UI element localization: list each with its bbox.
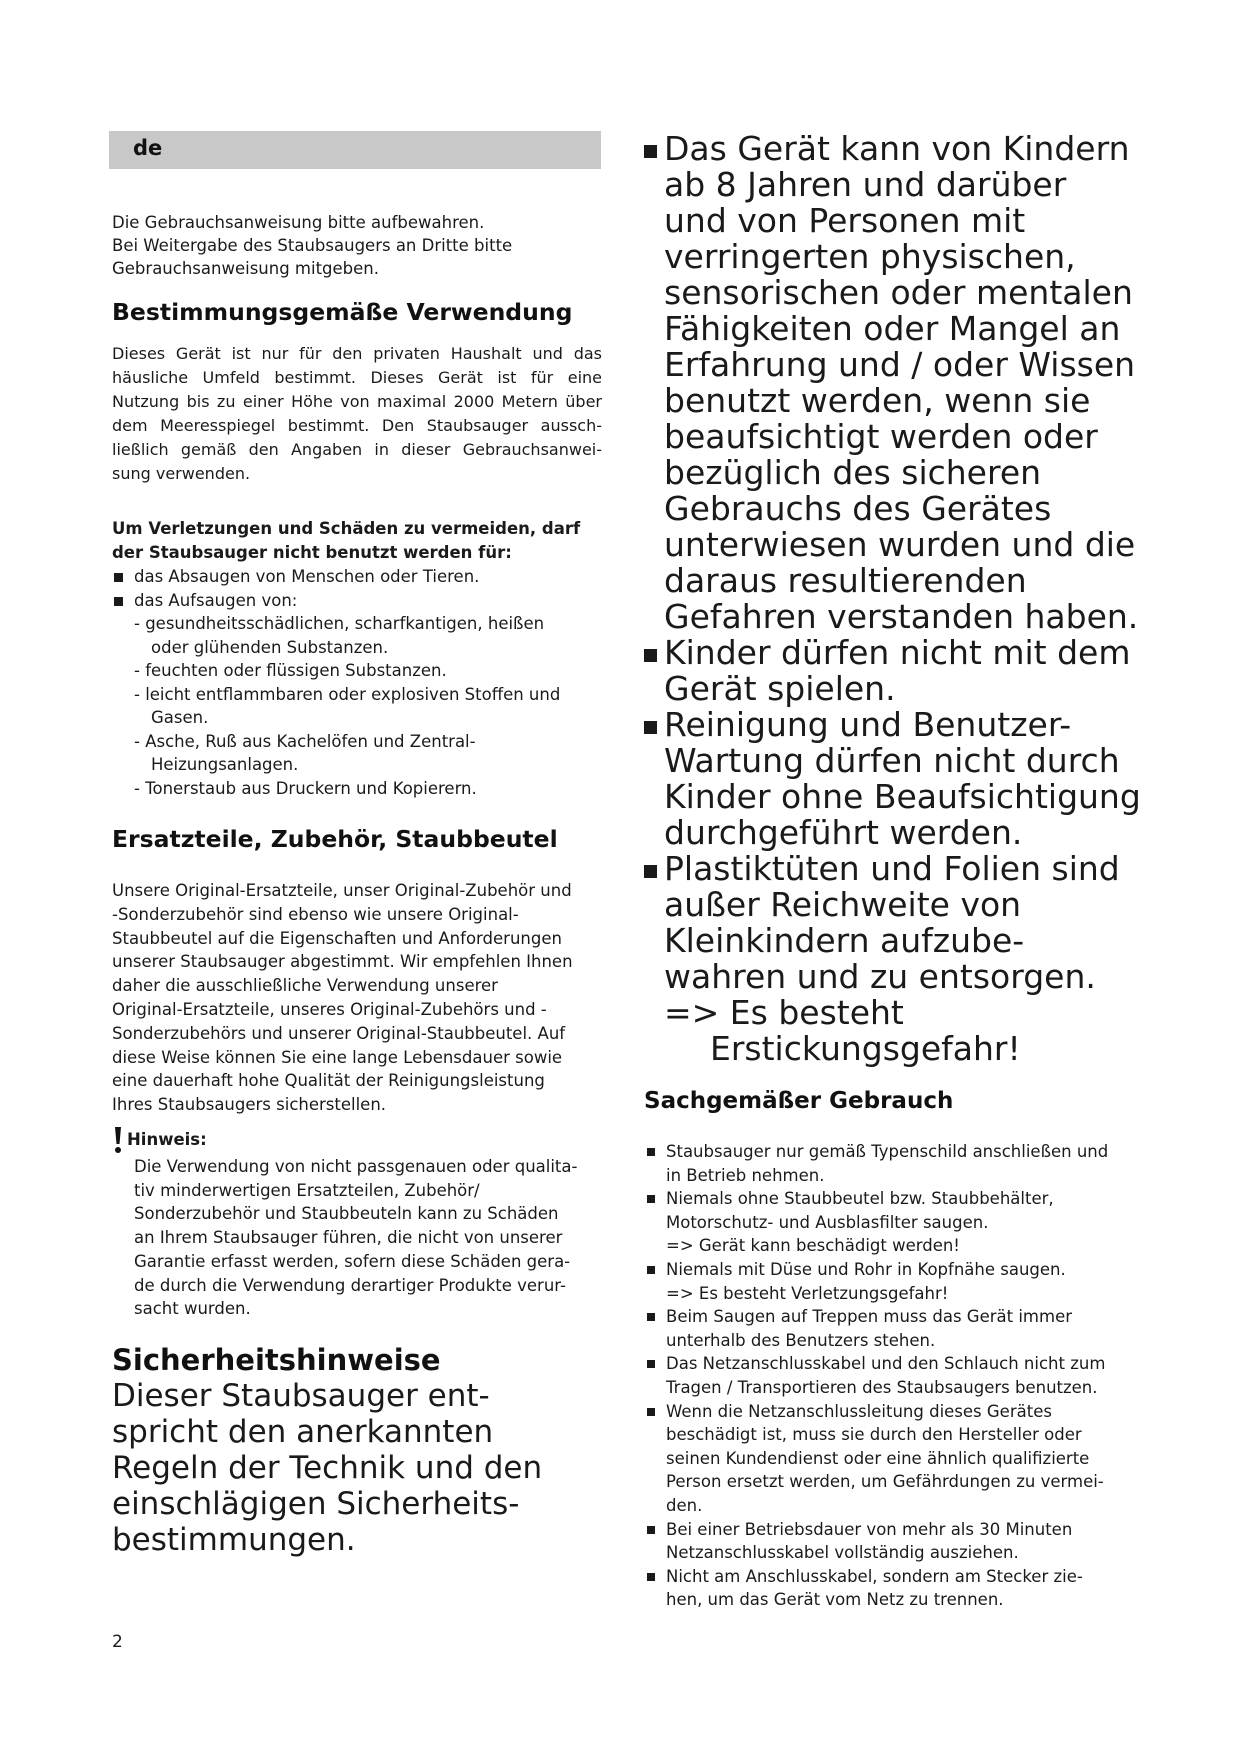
text-line: Netzanschlusskabel vollständig ausziehen. (666, 1543, 1019, 1563)
language-code: de (133, 136, 163, 160)
text-line: Kinder dürfen nicht mit dem (664, 633, 1131, 672)
language-header-bar (109, 131, 601, 169)
text-line: Um Verletzungen und Schäden zu vermeiden, darf (112, 519, 581, 538)
paragraph-ersatzteile (112, 879, 612, 1117)
heading-bestimmung: Bestimmungsgemäße Verwendung (112, 298, 573, 326)
text-line: Gerät spielen. (664, 669, 896, 708)
text-line: einschlägigen Sicherheits- (112, 1486, 520, 1522)
list-item (644, 1518, 1164, 1565)
text-line: Original-Ersatzteile, unseres Original-Zubehörs und - (112, 999, 547, 1019)
text-line: unserer Staubsauger abgestimmt. Wir empfehlen Ihnen (112, 952, 573, 972)
text-line: Gebrauchs des Gerätes (664, 489, 1052, 528)
text-line: Regeln der Technik und den (112, 1450, 543, 1486)
text-line: Sonderzubehör und Staubbeuteln kann zu Schäden (134, 1204, 559, 1224)
sub-item: Heizungsanlagen. (151, 755, 299, 774)
text-line: sacht wurden. (134, 1299, 251, 1319)
text-line: Wenn die Netzanschlussleitung dieses Gerätes (666, 1401, 1052, 1421)
list-item: das Absaugen von Menschen oder Tieren. (112, 565, 612, 589)
arrow-note: => Es besteht Verletzungsgefahr! (666, 1283, 949, 1303)
text-line: Fähigkeiten oder Mangel an (664, 309, 1121, 348)
text-line: sensorischen oder mentalen (664, 273, 1133, 312)
text-line: Person ersetzt werden, um Gefährdungen zu vermei- (666, 1472, 1104, 1492)
arrow-note: => Gerät kann beschädigt werden! (666, 1236, 960, 1256)
text-line: Garantie erfasst werden, sofern diese Schäden gera- (134, 1251, 571, 1271)
text-line: beaufsichtigt werden oder (664, 417, 1098, 456)
intro-line: Gebrauchsanweisung mitgeben. (112, 259, 379, 278)
sub-item: oder glühenden Substanzen. (151, 637, 389, 657)
sub-item: - leicht entflammbaren oder explosiven Stoffen und (134, 684, 561, 704)
heading-sachgemaesser-gebrauch: Sachgemäßer Gebrauch (644, 1088, 954, 1114)
text-line: bestimmungen. (112, 1522, 356, 1558)
text-line: ließlich gemäß den Angaben in dieser Gebrauchsanwei- (112, 440, 602, 459)
text-line: den. (666, 1495, 703, 1515)
heading-ersatzteile: Ersatzteile, Zubehör, Staubbeutel (112, 825, 558, 853)
page-number: 2 (112, 1632, 123, 1652)
text-line: Nutzung bis zu einer Höhe von maximal 2000 Metern über (112, 392, 602, 411)
text-line: Wartung dürfen nicht durch (664, 741, 1120, 780)
intro-line: Bei Weitergabe des Staubsaugers an Dritte bitte (112, 236, 513, 255)
text-line: Dieses Gerät ist nur für den privaten Haushalt und das (112, 344, 602, 363)
text-line: Gefahren verstanden haben. (664, 597, 1139, 636)
text-line: an Ihrem Staubsauger führen, die nicht von unserer (134, 1228, 563, 1248)
usage-list (644, 1140, 1164, 1612)
text-line: Unsere Original-Ersatzteile, unser Original-Zubehör und (112, 881, 572, 900)
text-line: Bei einer Betriebsdauer von mehr als 30 Minuten (666, 1519, 1073, 1539)
text-line: Reinigung und Benutzer- (664, 705, 1072, 744)
text-line: Staubsauger nur gemäß Typenschild anschließen und (666, 1142, 1109, 1161)
list-item (644, 1400, 1164, 1518)
list-item (644, 1258, 1164, 1282)
sub-item: - Tonerstaub aus Druckern und Kopierern. (134, 778, 477, 798)
text-line: Nicht am Anschlusskabel, sondern am Stecker zie- (666, 1566, 1083, 1586)
text-line: daher die ausschließliche Verwendung unserer (112, 976, 498, 996)
text-line: hen, um das Gerät vom Netz zu trennen. (666, 1590, 1004, 1610)
text-line: benutzt werden, wenn sie (664, 381, 1091, 420)
exclamation-icon (113, 1125, 123, 1155)
paragraph-sicherheit (112, 1378, 542, 1558)
hinweis-label: Hinweis: (127, 1130, 207, 1149)
sub-item: - feuchten oder flüssigen Substanzen. (134, 661, 447, 680)
large-list-item (642, 635, 1162, 707)
large-list-item (642, 707, 1162, 851)
text-line: Die Verwendung von nicht passgenauen oder qualita- (134, 1157, 578, 1176)
text-line: Ihres Staubsaugers sicherstellen. (112, 1095, 387, 1115)
text-line: Staubbeutel auf die Eigenschaften und Anforderungen (112, 928, 562, 948)
text-line: in Betrieb nehmen. (666, 1165, 825, 1185)
paragraph-hinweis (134, 1155, 604, 1321)
text-line: eine dauerhaft hohe Qualität der Reinigungsleistung (112, 1071, 545, 1091)
text-line: unterwiesen wurden und die (664, 525, 1136, 564)
text-line: daraus resultierenden (664, 561, 1027, 600)
text-line: dem Meeresspiegel bestimmt. Den Staubsauger aussch- (112, 416, 602, 435)
text-line: Sonderzubehörs und unserer Original-Staubbeutel. Auf (112, 1023, 566, 1043)
warning-heading (112, 517, 612, 565)
text-line: de durch die Verwendung derartiger Produkte verur- (134, 1275, 566, 1295)
text-line: spricht den anerkannten (112, 1414, 494, 1450)
arrow-note: => Es besteht (664, 993, 904, 1032)
text-line: seinen Kundendienst oder eine ähnlich qualifizierte (666, 1448, 1090, 1468)
large-list-item (642, 131, 1162, 635)
intro-line: Die Gebrauchsanweisung bitte aufbewahren. (112, 213, 485, 232)
text-line: sung verwenden. (112, 464, 251, 483)
text-line: unterhalb des Benutzers stehen. (666, 1330, 936, 1350)
list-item (644, 1187, 1164, 1234)
list-item (644, 1140, 1164, 1187)
text-line: diese Weise können Sie eine lange Lebensdauer sowie (112, 1047, 563, 1067)
text-line: beschädigt ist, muss sie durch den Hersteller oder (666, 1425, 1082, 1445)
text-line: Niemals mit Düse und Rohr in Kopfnähe saugen. (666, 1259, 1066, 1279)
text-line: -Sonderzubehör sind ebenso wie unsere Original- (112, 904, 519, 924)
paragraph-bestimmung (112, 342, 602, 486)
text-line: Plastiktüten und Folien sind (664, 849, 1120, 888)
text-line: Dieser Staubsauger ent- (112, 1378, 490, 1414)
large-safety-list (642, 131, 1162, 1067)
text-line: Kleinkindern aufzube- (664, 921, 1025, 960)
sub-item: Gasen. (151, 708, 209, 727)
list-item: das Aufsaugen von: (112, 589, 612, 613)
text-line: Kinder ohne Beaufsichtigung (664, 777, 1141, 816)
sub-item: - Asche, Ruß aus Kachelöfen und Zentral- (134, 731, 476, 751)
list-item (644, 1352, 1164, 1399)
warning-list (112, 565, 612, 800)
text-line: Tragen / Transportieren des Staubsaugers benutzen. (666, 1377, 1098, 1397)
text-line: Das Gerät kann von Kindern (664, 129, 1130, 168)
large-list-item (642, 851, 1162, 995)
text-line: Motorschutz- und Ausblasfilter saugen. (666, 1212, 989, 1232)
text-line: bezüglich des sicheren (664, 453, 1042, 492)
heading-sicherheitshinweise: Sicherheitshinweise (112, 1343, 441, 1377)
text-line: tiv minderwertigen Ersatzteilen, Zubehör/ (134, 1180, 480, 1200)
intro-text (112, 211, 602, 280)
text-line: Erfahrung und / oder Wissen (664, 345, 1136, 384)
text-line: verringerten physischen, (664, 237, 1076, 276)
arrow-note: Erstickungsgefahr! (710, 1029, 1021, 1068)
text-line: durchgeführt werden. (664, 813, 1023, 852)
list-item (644, 1565, 1164, 1612)
list-item (644, 1305, 1164, 1352)
text-line: Das Netzanschlusskabel und den Schlauch nicht zum (666, 1354, 1106, 1374)
text-line: und von Personen mit (664, 201, 1026, 240)
text-line: Beim Saugen auf Treppen muss das Gerät immer (666, 1307, 1072, 1327)
text-line: außer Reichweite von (664, 885, 1022, 924)
text-line: wahren und zu entsorgen. (664, 957, 1096, 996)
text-line: ab 8 Jahren und darüber (664, 165, 1067, 204)
text-line: Niemals ohne Staubbeutel bzw. Staubbehälter, (666, 1189, 1054, 1209)
text-line: der Staubsauger nicht benutzt werden für: (112, 543, 512, 562)
sub-item: - gesundheitsschädlichen, scharfkantigen, heißen (134, 614, 545, 633)
text-line: häusliche Umfeld bestimmt. Dieses Gerät ist für eine (112, 368, 602, 387)
